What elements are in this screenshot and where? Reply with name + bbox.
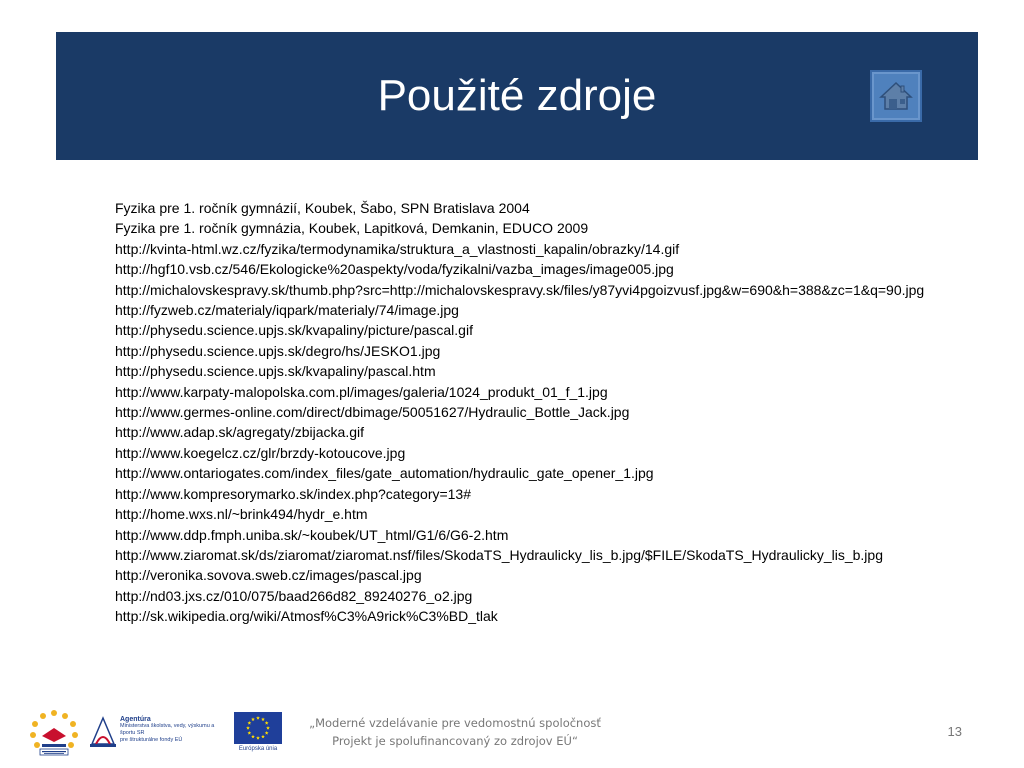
agency-line-2: Ministerstva školstva, vedy, výskumu a športu SR (120, 723, 215, 736)
source-item: http://www.kompresorymarko.sk/index.php?category=13# (115, 485, 472, 502)
agency-text (120, 716, 222, 744)
source-item: http://www.germes-online.com/direct/dbimage/50051627/Hydraulic_Bottle_Jack.jpg (115, 404, 630, 421)
source-item: http://physedu.science.upjs.sk/kvapaliny/pascal.htm (115, 363, 436, 380)
source-item: http://sk.wikipedia.org/wiki/Atmosf%C3%A9rick%C3%BD_tlak (115, 608, 498, 625)
agency-line-3: pre štrukturálne fondy EÚ (120, 737, 183, 743)
agency-name: Agentúra (120, 716, 151, 723)
source-item: http://www.adap.sk/agregaty/zbijacka.gif (115, 424, 365, 441)
source-item: Fyzika pre 1. ročník gymnázií, Koubek, Šabo, SPN Bratislava 2004 (115, 200, 530, 216)
source-item: http://www.koegelcz.cz/glr/brzdy-kotoucove.jpg (115, 444, 406, 461)
source-item: http://hgf10.vsb.cz/546/Ekologicke%20aspekty/voda/fyzikalni/vazba_images/image005.jpg (115, 261, 674, 278)
source-item: http://physedu.science.upjs.sk/degro/hs/JESKO1.jpg (115, 342, 441, 359)
footer-line-2: Projekt je spolufinancovaný zo zdrojov EÚ“ (332, 734, 578, 748)
footer (0, 700, 1024, 768)
eu-star-icon (265, 721, 269, 725)
source-item: http://kvinta-html.wz.cz/fyzika/termodynamika/struktura_a_vlastnosti_kapalin/obrazky/14.gif (115, 240, 680, 257)
eu-star-icon (251, 717, 255, 721)
agency-emblem (88, 714, 118, 750)
home-button[interactable] (870, 70, 922, 122)
source-item: http://nd03.jxs.cz/010/075/baad266d82_89240276_o2.jpg (115, 587, 473, 604)
eu-star-icon (247, 731, 251, 735)
eu-star-icon (261, 735, 265, 739)
eu-label: Európska únia (238, 746, 278, 752)
source-item: http://fyzweb.cz/materialy/iqpark/materialy/74/image.jpg (115, 302, 459, 319)
source-item: http://veronika.sovova.sweb.cz/images/pascal.jpg (115, 567, 422, 584)
source-item: http://www.ontariogates.com/index_files/gate_automation/hydraulic_gate_opener_1.jpg (115, 465, 654, 482)
eu-star-icon (246, 726, 250, 730)
slide-title: Použité zdroje (377, 71, 657, 120)
eu-star-icon (251, 735, 255, 739)
agency-logo (88, 714, 222, 750)
op-education-logo (28, 708, 80, 760)
home-icon (878, 78, 914, 114)
page-number: 13 (947, 724, 962, 739)
op-logo-graphic (28, 708, 80, 760)
eu-star-icon (256, 716, 260, 720)
source-item: http://home.wxs.nl/~brink494/hydr_e.htm (115, 506, 368, 523)
source-item: Fyzika pre 1. ročník gymnázia, Koubek, Lapitková, Demkanin, EDUCO 2009 (115, 220, 589, 237)
sources-list (115, 198, 965, 627)
eu-star-icon (261, 717, 265, 721)
eu-star-icon (265, 731, 269, 735)
footer-line-1: „Moderné vzdelávanie pre vedomostnú spoločnosť (309, 716, 601, 730)
source-item: http://www.ziaromat.sk/ds/ziaromat/ziaromat.nsf/files/SkodaTS_Hydraulicky_lis_b.jpg/$FILE/SkodaTS_Hydraulicky_lis_b.jpg (115, 546, 883, 563)
eu-flag-icon (234, 712, 282, 744)
source-item: http://michalovskespravy.sk/thumb.php?src=http://michalovskespravy.sk/files/y87yvi4pgoizvusf.jpg&w=690&h=388&zc=1&q=90.jpg (115, 281, 925, 298)
eu-logo (232, 712, 284, 756)
eu-star-icon (266, 726, 270, 730)
source-item: http://www.karpaty-malopolska.com.pl/images/galeria/1024_produkt_01_f_1.jpg (115, 383, 608, 400)
eu-stars-graphic (234, 712, 282, 744)
source-item: http://physedu.science.upjs.sk/kvapaliny/picture/pascal.gif (115, 322, 473, 339)
title-bar (56, 32, 978, 160)
eu-star-icon (256, 736, 260, 740)
footer-text (300, 714, 610, 750)
source-item: http://www.ddp.fmph.uniba.sk/~koubek/UT_html/G1/6/G6-2.htm (115, 526, 509, 543)
eu-star-icon (247, 721, 251, 725)
